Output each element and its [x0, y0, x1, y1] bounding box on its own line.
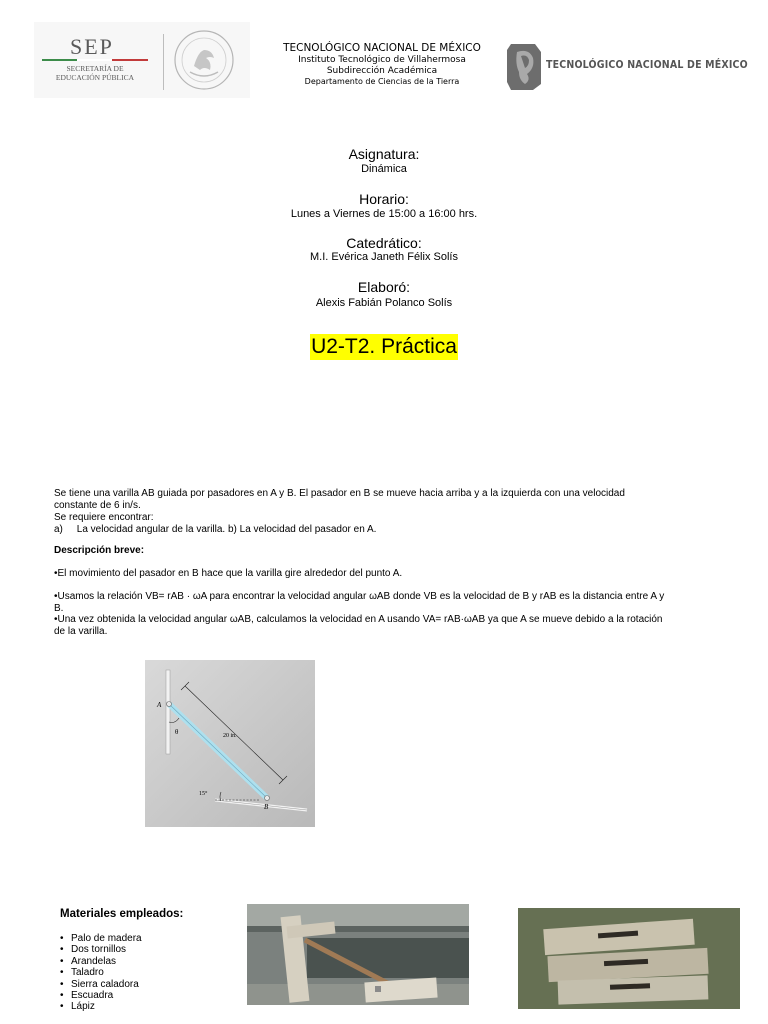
sep-logo-stripe — [42, 59, 148, 61]
wood-pieces-photo — [518, 908, 740, 1009]
page-title: U2-T2. Práctica — [311, 335, 457, 358]
institution-line-3: Subdirección Académica — [326, 66, 438, 76]
tecnm-logo-icon — [505, 40, 545, 92]
prototype-photo — [247, 904, 469, 1005]
problem-statement-line-3: a) La velocidad angular de la varilla. b) La velocidad del pasador en A. — [54, 524, 377, 535]
list-item: • Taladro — [60, 967, 142, 978]
problem-statement-line-2: Se requiere encontrar: — [54, 512, 154, 523]
sep-logo: SEP — [70, 34, 114, 59]
tecnm-brand-text: TECNOLÓGICO NACIONAL DE MÉXICO — [546, 59, 748, 71]
materials-heading: Materiales empleados: — [60, 908, 184, 920]
institution-line-2: Instituto Tecnológico de Villahermosa — [298, 55, 466, 65]
elaboro-value: Alexis Fabián Polanco Solís — [315, 297, 453, 309]
description-point-3: •Una vez obtenida la velocidad angular ωAB, calculamos la velocidad en A usando VA= rAB·ωAB ya que A se mueve debido a la rotación de la varilla. — [54, 614, 663, 637]
sep-subtitle: SECRETARÍA DE EDUCACIÓN PÚBLICA — [55, 64, 135, 82]
list-item: • Arandelas — [60, 956, 142, 967]
horario-label: Horario: — [359, 191, 409, 207]
institution-block — [262, 42, 502, 87]
list-item: • Sierra caladora — [60, 979, 142, 990]
vertical-guide — [166, 670, 170, 754]
institution-line-1: TECNOLÓGICO NACIONAL DE MÉXICO — [283, 42, 481, 54]
elaboro-label: Elaboró: — [357, 279, 411, 295]
problem-statement — [54, 488, 669, 536]
asignatura-value: Dinámica — [361, 163, 407, 175]
institution-line-4: Departamento de Ciencias de la Tierra — [304, 77, 460, 86]
list-item: • Escuadra — [60, 990, 142, 1001]
description-point-1: •El movimiento del pasador en B hace que la varilla gire alrededor del punto A. — [54, 568, 403, 579]
list-item: • Dos tornillos — [60, 944, 142, 955]
label-angle: 15° — [199, 791, 208, 797]
rod-diagram — [145, 660, 315, 827]
horario-value: Lunes a Viernes de 15:00 a 16:00 hrs. — [290, 208, 478, 220]
catedratico-label: Catedrático: — [346, 235, 422, 251]
description-point-2: •Usamos la relación VB= rAB · ωA para encontrar la velocidad angular ωAB donde VB es la velocidad de B y rAB es la distancia entre A y B. — [54, 591, 665, 614]
materials-list — [60, 933, 142, 1013]
list-item: • Palo de madera — [60, 933, 142, 944]
catedratico-value: M.I. Evérica Janeth Félix Solís — [310, 251, 458, 263]
list-item: • Lápiz — [60, 1001, 142, 1012]
problem-statement-line-1: Se tiene una varilla AB guiada por pasadores en A y B. El pasador en B se mueve hacia arriba y a la izquierda con una velocidad constante de 6 in/s. — [54, 488, 625, 511]
label-theta: θ — [175, 728, 179, 736]
label-b: B — [264, 803, 269, 811]
label-a: A — [157, 701, 162, 709]
pin-b — [265, 796, 270, 801]
logo-divider — [163, 34, 164, 90]
pin-a — [167, 702, 172, 707]
description-heading: Descripción breve: — [54, 545, 145, 556]
title-wrapper — [0, 334, 768, 360]
mexican-seal-icon — [172, 28, 236, 92]
asignatura-label: Asignatura: — [348, 146, 420, 162]
label-length: 20 in. — [223, 733, 237, 739]
